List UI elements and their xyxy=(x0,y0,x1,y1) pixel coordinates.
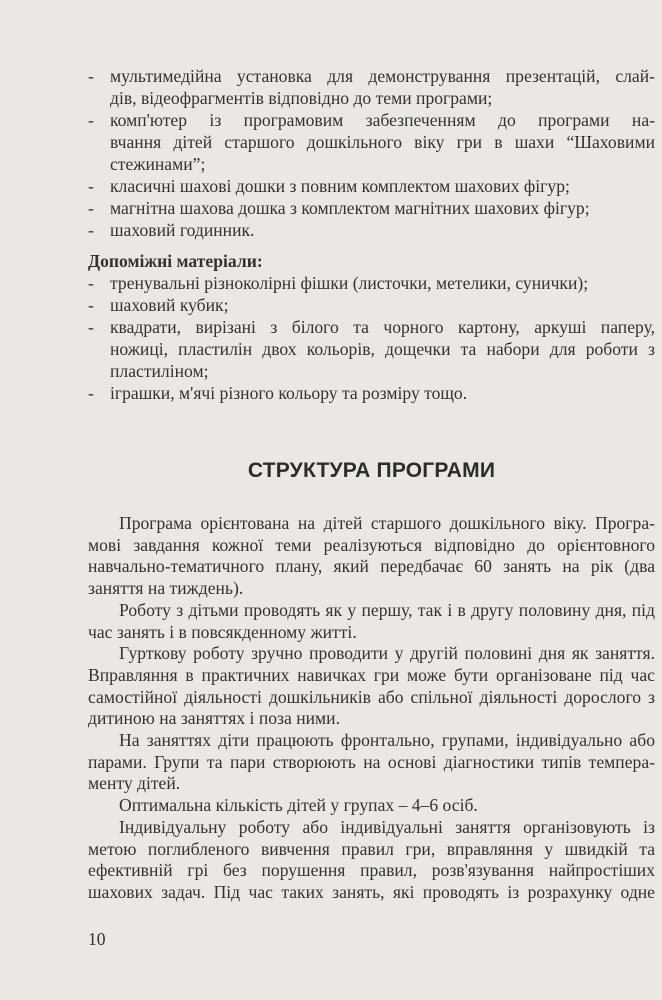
text-line: мультимедійна установка для демонстрування презентацій, слай- xyxy=(110,66,655,86)
text-line: шаховий годинник. xyxy=(110,220,255,240)
list-dash: - xyxy=(88,110,94,130)
text-line: навчально-тематичного плану, який передбачає 60 занять на рік (два xyxy=(88,556,655,577)
text-line: дитиною на заняттях і поза ними. xyxy=(88,708,340,729)
text-line: комп'ютер із програмовим забезпеченням до програми на- xyxy=(110,110,655,130)
text-line: іграшки, м'ячі різного кольору та розміру тощо. xyxy=(110,383,468,403)
text-line: ефективній грі без порушення правил, розв'язування найпростіших xyxy=(88,860,655,881)
text-line: Гурткову роботу зручно проводити у другій половині дня як заняття. xyxy=(119,643,655,664)
text-line: стежинами”; xyxy=(110,154,206,174)
text-line: дів, відеофрагментів відповідно до теми програми; xyxy=(110,88,493,108)
list-dash: - xyxy=(88,383,94,403)
text-line: шахових задач. Під час таких занять, які проводять із розрахунку одне xyxy=(88,881,655,902)
list-item xyxy=(88,219,655,241)
list-item xyxy=(88,294,655,316)
paragraph xyxy=(88,643,655,730)
paragraph xyxy=(88,795,655,817)
text-line: менту дітей. xyxy=(88,773,181,794)
text-line: Програма орієнтована на дітей старшого дошкільного віку. Програ- xyxy=(119,513,655,533)
list-item xyxy=(88,175,655,197)
list-item xyxy=(88,272,655,294)
list-item xyxy=(88,316,655,382)
aux-materials-list xyxy=(88,272,655,404)
text-line: тренувальні різноколірні фішки (листочки, метелики, сунички); xyxy=(110,273,589,293)
paragraph xyxy=(88,730,655,795)
section-title: СТРУКТУРА ПРОГРАМИ xyxy=(247,459,496,482)
list-dash: - xyxy=(88,176,94,196)
aux-materials-heading: Допоміжні матеріали: xyxy=(88,251,263,271)
text-line: час занять і в повсякденному житті. xyxy=(88,621,357,642)
text-line: мові завдання кожної теми реалізуються відповідно до орієнтовного xyxy=(88,534,655,555)
paragraph xyxy=(88,600,655,643)
text-line: ножиці, пластилін двох кольорів, дощечки та набори для роботи з xyxy=(110,339,655,359)
paragraph xyxy=(88,513,655,600)
text-line: квадрати, вирізані з білого та чорного картону, аркуші паперу, xyxy=(110,317,655,337)
text-line: магнітна шахова дошка з комплектом магнітних шахових фігур; xyxy=(110,198,590,218)
list-dash: - xyxy=(88,198,94,218)
paragraph xyxy=(88,817,655,904)
list-item xyxy=(88,382,655,404)
list-item xyxy=(88,109,655,175)
text-line: Вправляння в практичних навичках гри може бути організоване під час xyxy=(88,664,655,685)
text-line: пластиліном; xyxy=(110,361,209,381)
text-line: шаховий кубик; xyxy=(110,295,229,315)
text-line: Роботу з дітьми проводять як у першу, так і в другу половину дня, під xyxy=(119,599,655,620)
text-line: Оптимальна кількість дітей у групах – 4–6 осіб. xyxy=(119,795,478,816)
list-dash: - xyxy=(88,220,94,240)
list-item xyxy=(88,65,655,109)
aux-materials-section xyxy=(88,250,655,404)
list-dash: - xyxy=(88,317,94,337)
text-line: заняття на тиждень). xyxy=(88,578,244,599)
text-line: самостійної діяльності дошкільників або спільної діяльності дорослого з xyxy=(88,686,655,707)
text-line: На заняттях діти працюють фронтально, групами, індивідуально або xyxy=(119,730,655,751)
text-line: метою поглибленого вивчення правил гри, вправляння у швидкій та xyxy=(88,838,655,859)
text-line: класичні шахові дошки з повним комплектом шахових фігур; xyxy=(110,176,570,196)
list-dash: - xyxy=(88,66,94,86)
text-line: парами. Групи та пари створюють на основі діагностики типів темпера- xyxy=(88,751,655,772)
section-body xyxy=(88,513,655,904)
text-line: вчання дітей старшого дошкільного віку гри в шахи “Шаховими xyxy=(110,132,655,152)
page-number: 10 xyxy=(88,929,106,949)
text-line: Індивідуальну роботу або індивідуальні заняття організовують із xyxy=(119,816,655,837)
equipment-list xyxy=(88,65,655,241)
list-dash: - xyxy=(88,295,94,315)
list-dash: - xyxy=(88,273,94,293)
list-item xyxy=(88,197,655,219)
